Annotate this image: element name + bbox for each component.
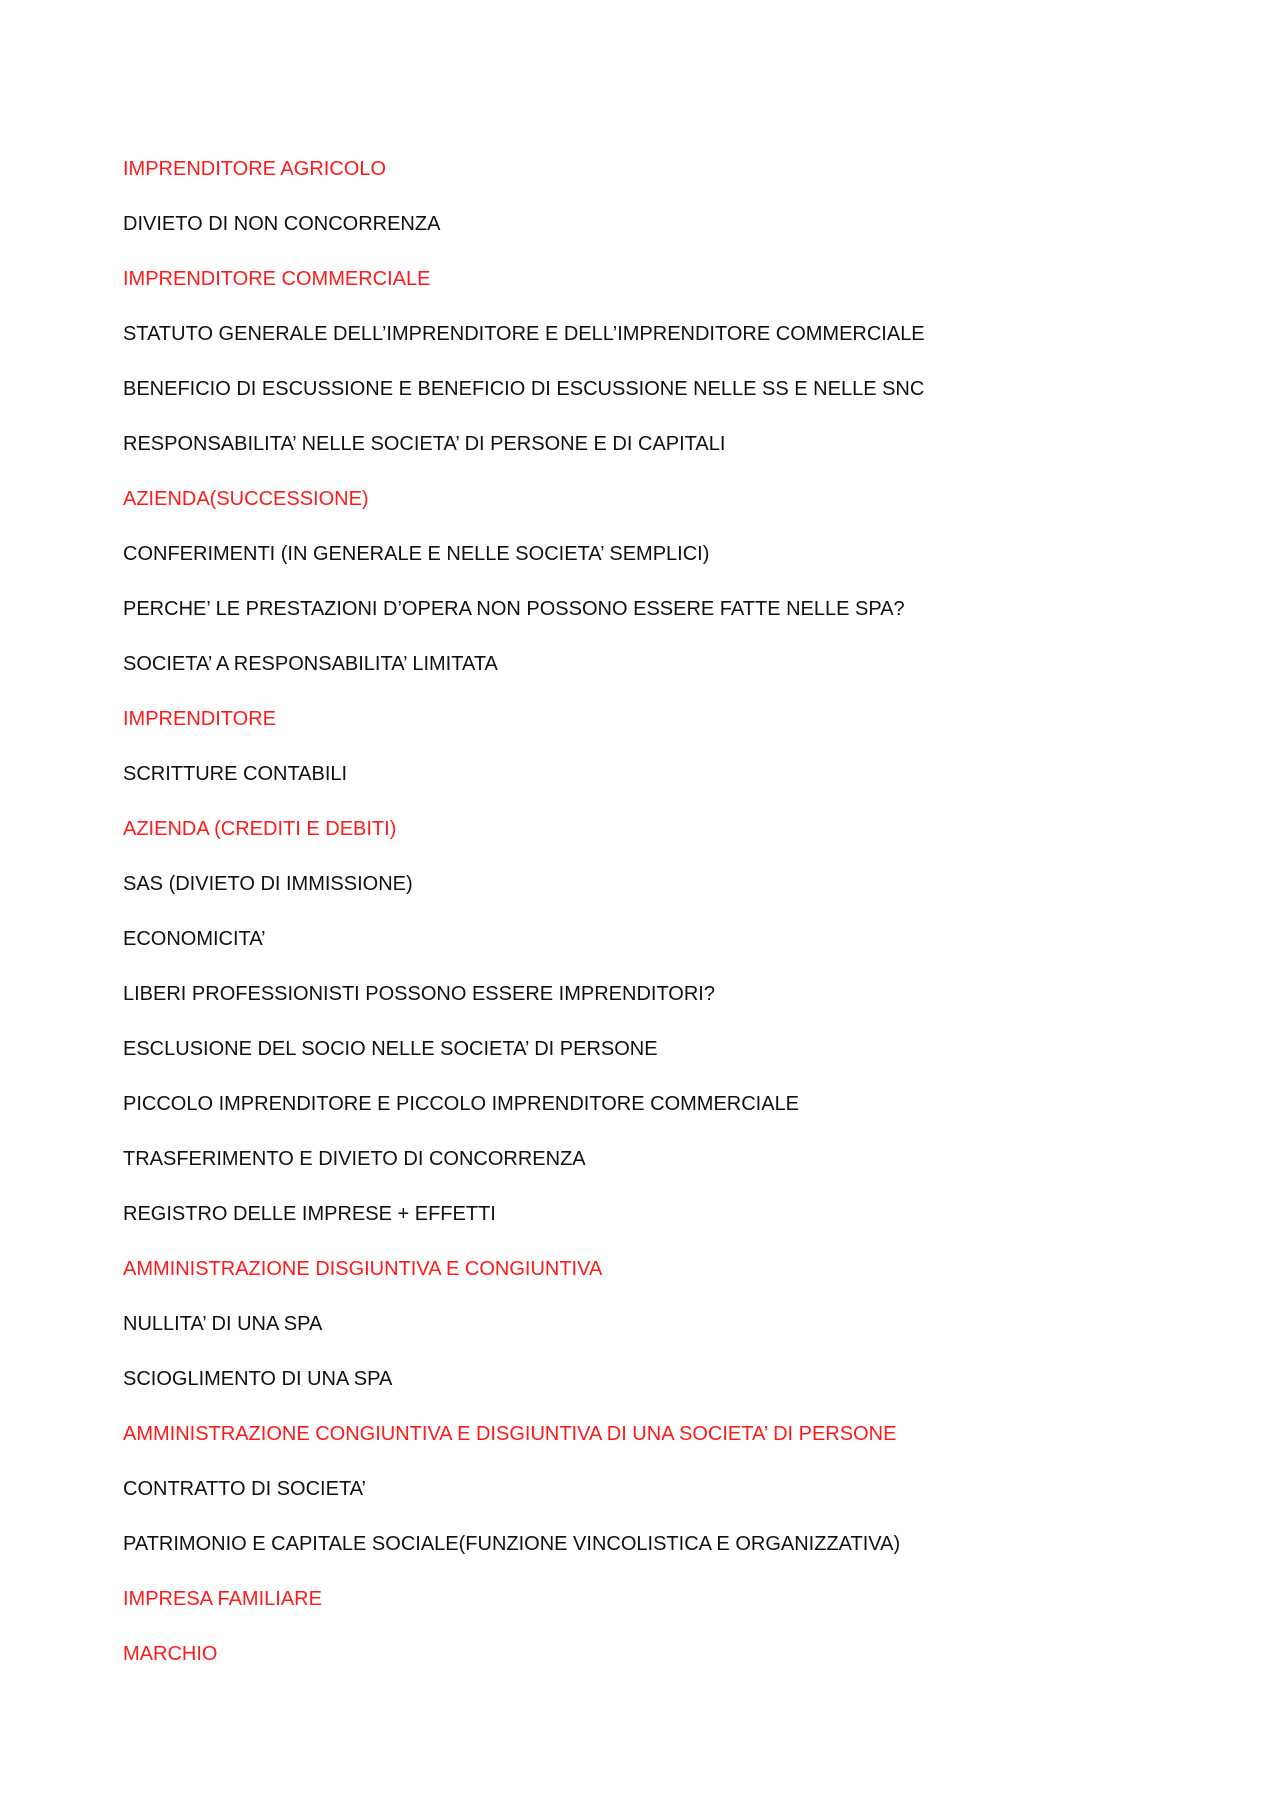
- topic: BENEFICIO DI ESCUSSIONE E BENEFICIO DI ESCUSSIONE NELLE SS E NELLE SNC: [123, 378, 925, 400]
- topic-highlighted: AZIENDA (CREDITI E DEBITI): [123, 818, 397, 840]
- topic: SAS (DIVIETO DI IMMISSIONE): [123, 873, 413, 895]
- topic: PICCOLO IMPRENDITORE E PICCOLO IMPRENDITORE COMMERCIALE: [123, 1093, 800, 1115]
- topic: DIVIETO DI NON CONCORRENZA: [123, 213, 441, 235]
- topic: ESCLUSIONE DEL SOCIO NELLE SOCIETA’ DI PERSONE: [123, 1038, 658, 1060]
- topic: CONTRATTO DI SOCIETA’: [123, 1478, 366, 1500]
- topic-highlighted: IMPRENDITORE: [123, 708, 276, 730]
- topic: SOCIETA’ A RESPONSABILITA’ LIMITATA: [123, 653, 498, 675]
- topic: ECONOMICITA’: [123, 928, 266, 950]
- topic: REGISTRO DELLE IMPRESE + EFFETTI: [123, 1203, 496, 1225]
- topic-highlighted: AZIENDA(SUCCESSIONE): [123, 488, 369, 510]
- topic-highlighted: AMMINISTRAZIONE CONGIUNTIVA E DISGIUNTIVA DI UNA SOCIETA’ DI PERSONE: [123, 1423, 897, 1445]
- topic-highlighted: AMMINISTRAZIONE DISGIUNTIVA E CONGIUNTIVA: [123, 1258, 603, 1280]
- topic: SCRITTURE CONTABILI: [123, 763, 348, 785]
- topic: PERCHE’ LE PRESTAZIONI D’OPERA NON POSSONO ESSERE FATTE NELLE SPA?: [123, 598, 905, 620]
- topic: LIBERI PROFESSIONISTI POSSONO ESSERE IMPRENDITORI?: [123, 983, 715, 1005]
- topic-highlighted: IMPRENDITORE COMMERCIALE: [123, 268, 431, 290]
- topic: RESPONSABILITA’ NELLE SOCIETA’ DI PERSONE E DI CAPITALI: [123, 433, 726, 455]
- topic: TRASFERIMENTO E DIVIETO DI CONCORRENZA: [123, 1148, 586, 1170]
- topic: PATRIMONIO E CAPITALE SOCIALE(FUNZIONE VINCOLISTICA E ORGANIZZATIVA): [123, 1533, 901, 1555]
- topic-highlighted: MARCHIO: [123, 1643, 218, 1665]
- topic: NULLITA’ DI UNA SPA: [123, 1313, 323, 1335]
- topic-highlighted: IMPRESA FAMILIARE: [123, 1588, 322, 1610]
- topic: SCIOGLIMENTO DI UNA SPA: [123, 1368, 393, 1390]
- topic: STATUTO GENERALE DELL’IMPRENDITORE E DELL’IMPRENDITORE COMMERCIALE: [123, 323, 925, 345]
- topic-highlighted: IMPRENDITORE AGRICOLO: [123, 158, 387, 180]
- topic-list: [123, 154, 925, 1694]
- topic: CONFERIMENTI (IN GENERALE E NELLE SOCIETA’ SEMPLICI): [123, 543, 710, 565]
